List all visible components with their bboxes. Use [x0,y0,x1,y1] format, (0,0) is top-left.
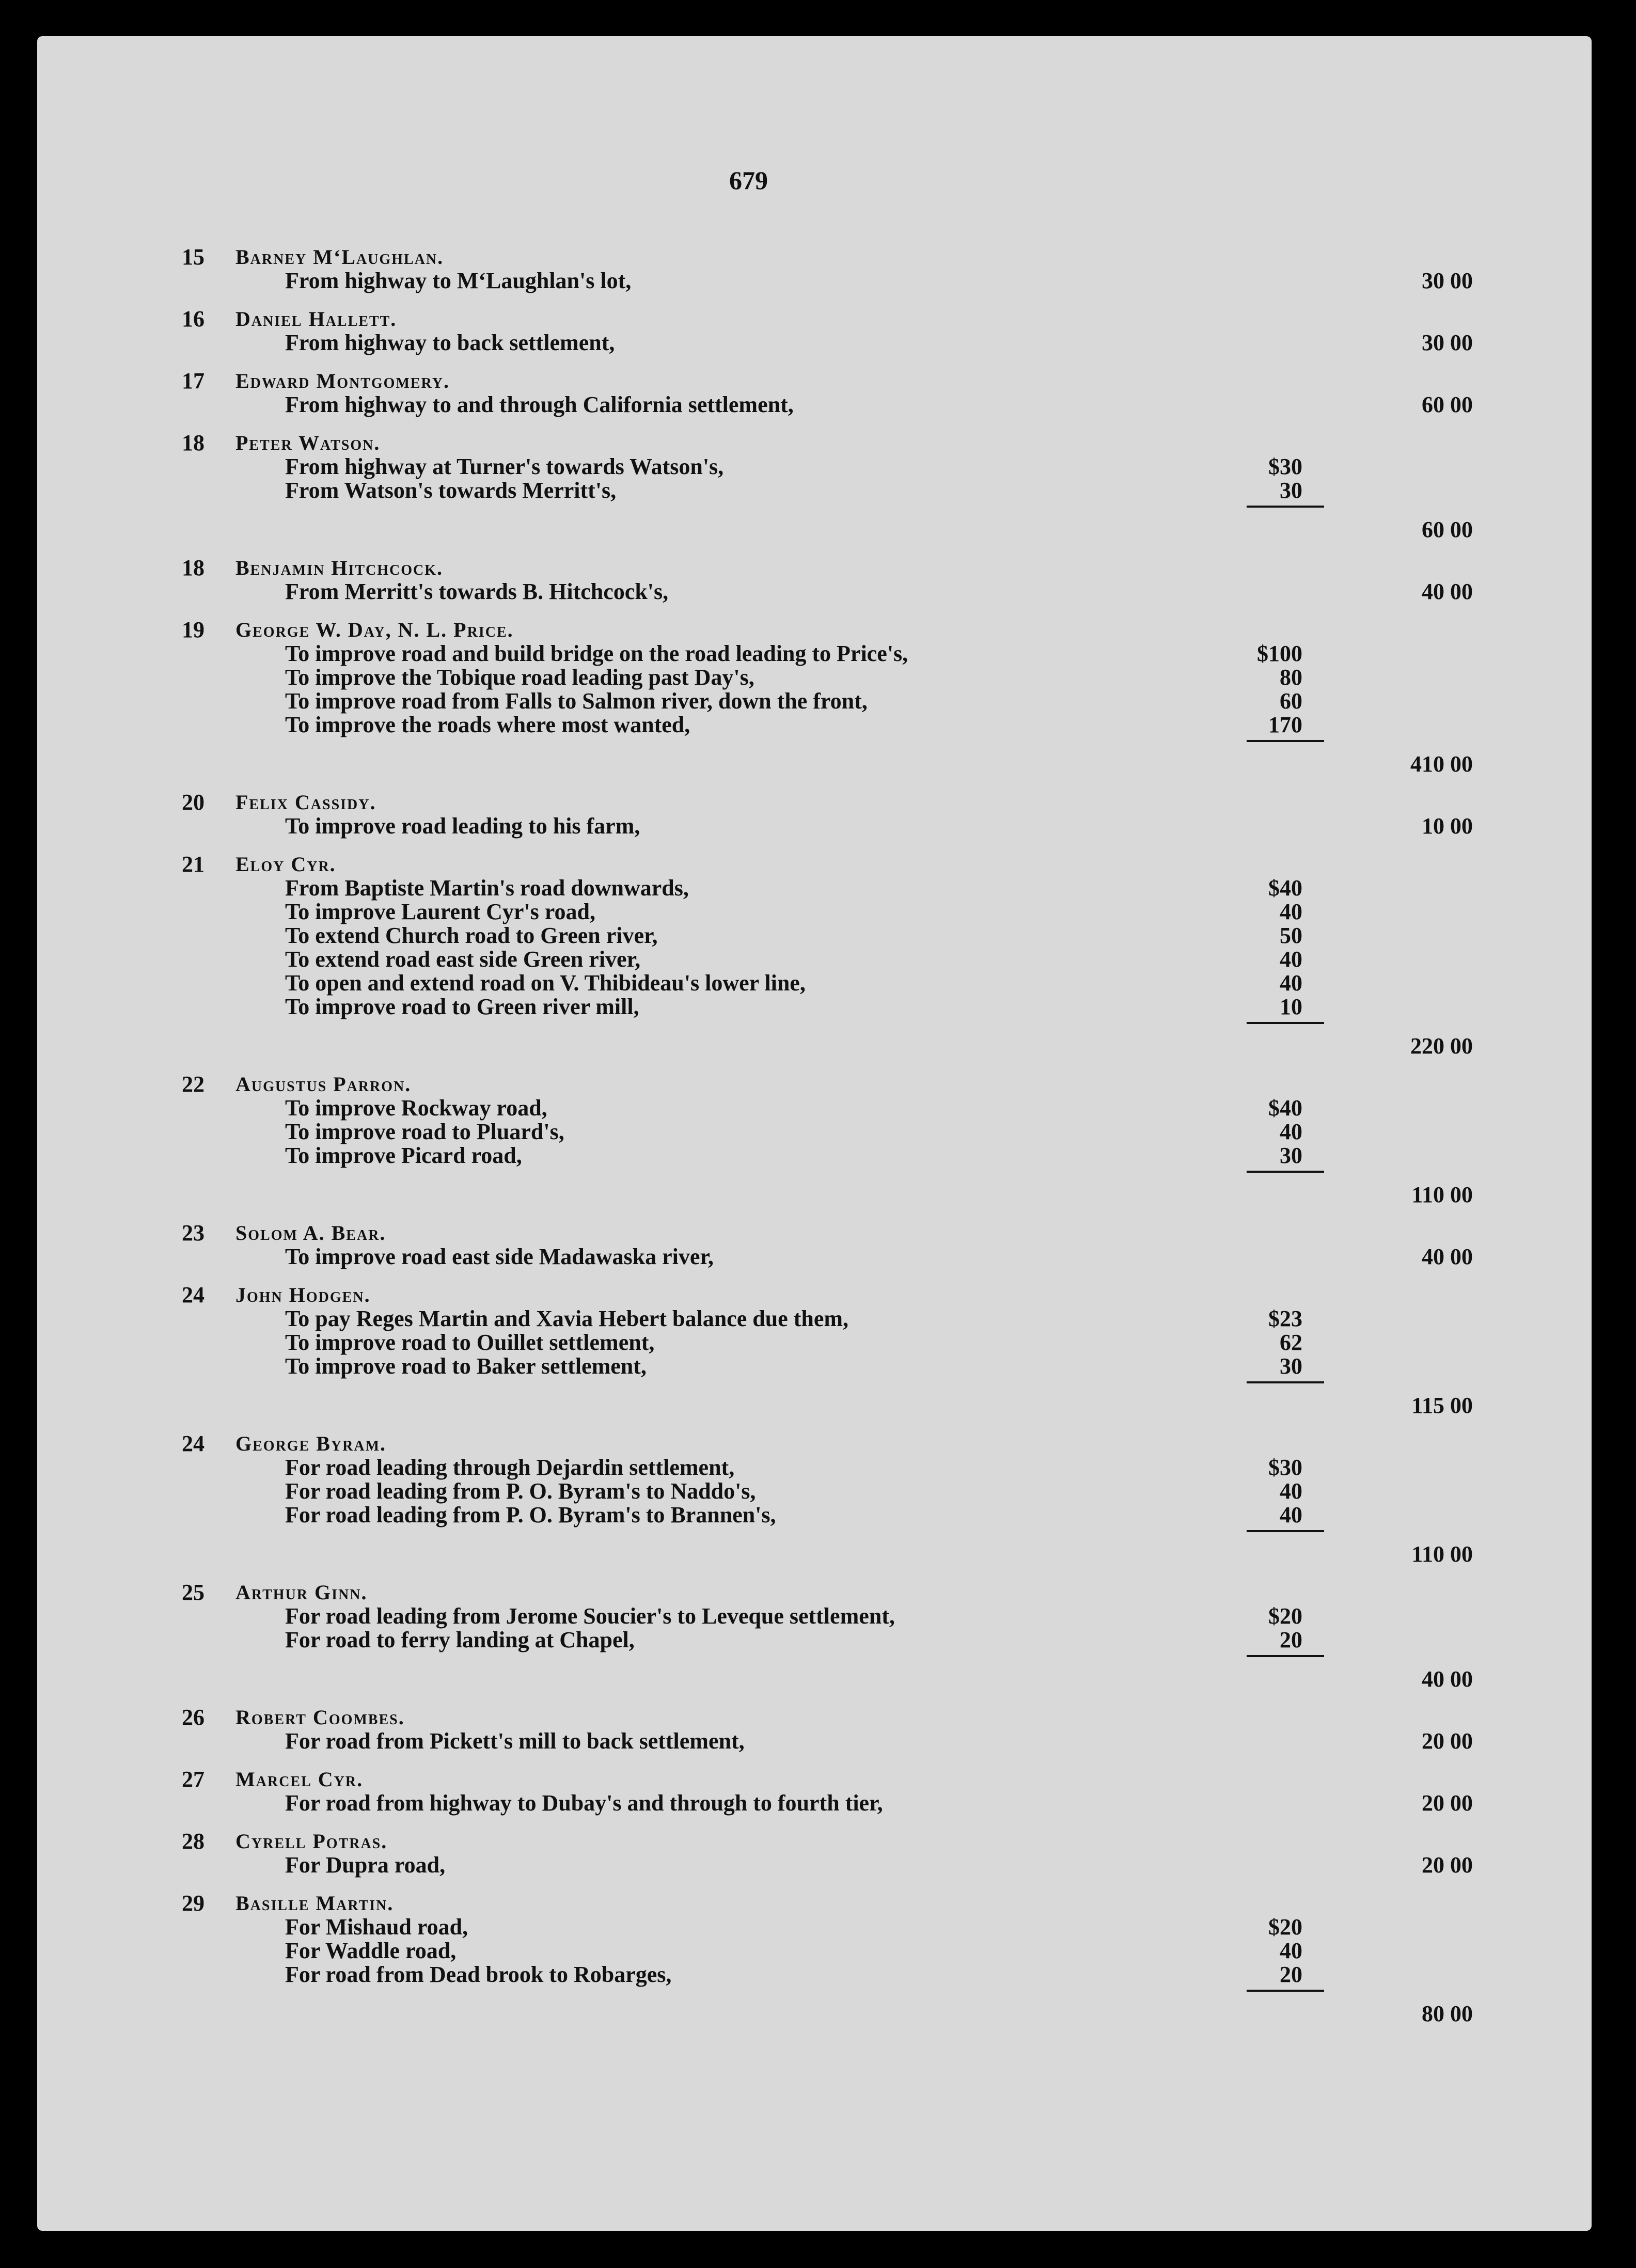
entry-name: Felix Cassidy. [235,791,376,814]
entry [37,556,1592,604]
entry-name: Eloy Cyr. [235,853,336,876]
entry-name: George Byram. [235,1432,387,1455]
item-description: To improve road from Falls to Salmon river, down the front, [285,688,868,714]
item-description: From highway to M‘Laughlan's lot, [285,268,632,293]
item-description: For road leading from Jerome Soucier's to Leveque settlement, [285,1603,895,1629]
item-amount: 50 [1280,923,1302,948]
item-amount: 80 [1280,665,1302,690]
entry-name: Marcel Cyr. [235,1768,364,1791]
total-line [37,2002,1592,2026]
entry-total: 110 00 [1411,1541,1473,1567]
item-description: For road to ferry landing at Chapel, [285,1627,635,1652]
item-amount: 40 [1280,1502,1302,1527]
entry-header [37,1581,1592,1604]
total-line [37,1394,1592,1418]
total-line [37,1667,1592,1691]
entry-name: John Hodgen. [235,1283,371,1306]
item-description: To improve the roads where most wanted, [285,712,690,737]
entry-item [37,666,1592,689]
subtotal-rule [37,1652,1592,1667]
entry-item [37,1628,1592,1652]
entry-header [37,1073,1592,1096]
entry-item [37,331,1592,355]
entry-header [37,853,1592,876]
entry-header [37,556,1592,580]
entry-name: Peter Watson. [235,431,381,454]
entry-header [37,431,1592,455]
item-amount: 40 [1280,1119,1302,1144]
entry-item [37,924,1592,948]
entry-item [37,1331,1592,1354]
entry-total: 80 00 [1422,2001,1473,2026]
entry-name: Robert Coombes. [235,1706,405,1729]
rule-line [1247,1655,1324,1657]
entry-header [37,1892,1592,1915]
item-amount: 62 [1280,1330,1302,1355]
entry-total: 20 00 [1422,1728,1473,1754]
subtotal-rule [37,1168,1592,1183]
entry [37,791,1592,838]
item-description: To extend road east side Green river, [285,947,641,972]
total-line [37,1183,1592,1207]
item-amount: 30 [1280,1143,1302,1168]
entry-item [37,995,1592,1019]
entry-item [37,1245,1592,1269]
entry-total: 110 00 [1411,1182,1473,1207]
entry-item [37,713,1592,737]
item-description: For road from Pickett's mill to back settlement, [285,1728,745,1754]
entry-item [37,1963,1592,1987]
entry-item [37,1939,1592,1963]
item-amount: $20 [1268,1914,1302,1940]
entry-header [37,245,1592,269]
entry-item [37,1853,1592,1877]
item-amount: 40 [1280,947,1302,972]
subtotal-rule [37,1527,1592,1542]
entry-total: 115 00 [1411,1393,1473,1418]
item-amount: 40 [1280,899,1302,924]
item-amount: $23 [1268,1306,1302,1331]
entry-total: 10 00 [1422,813,1473,839]
item-description: To improve road east side Madawaska river, [285,1244,714,1269]
entry-item [37,1604,1592,1628]
entry [37,369,1592,417]
entry [37,1073,1592,1207]
entry-number: 16 [182,306,204,332]
item-description: From Merritt's towards B. Hitchcock's, [285,579,669,604]
item-description: For Waddle road, [285,1938,457,1963]
rule-line [1247,506,1324,508]
item-description: To pay Reges Martin and Xavia Hebert balance due them, [285,1306,849,1331]
item-description: From Watson's towards Merritt's, [285,478,617,503]
item-description: For road leading from P. O. Byram's to Brannen's, [285,1502,776,1527]
entry-total: 40 00 [1422,579,1473,604]
entry-item [37,1120,1592,1144]
rule-line [1247,1171,1324,1173]
subtotal-rule [37,1987,1592,2002]
entry [37,1892,1592,2026]
entry-total: 30 00 [1422,330,1473,355]
entry-item [37,1096,1592,1120]
subtotal-rule [37,737,1592,752]
entry-number: 24 [182,1431,204,1456]
entry [37,618,1592,776]
page-number: 679 [729,166,768,195]
entry-total: 40 00 [1422,1244,1473,1269]
entry-item [37,1456,1592,1479]
item-description: For Mishaud road, [285,1914,468,1940]
entry-name: Augustus Parron. [235,1073,412,1096]
subtotal-rule [37,502,1592,518]
item-description: To improve the Tobique road leading past Day's, [285,665,754,690]
item-amount: 30 [1280,478,1302,503]
item-description: To improve road to Baker settlement, [285,1353,647,1379]
entry-name: Basille Martin. [235,1892,394,1915]
item-description: To open and extend road on V. Thibideau's lower line, [285,970,806,996]
item-description: To improve road to Green river mill, [285,994,639,1019]
entry-header [37,307,1592,331]
appropriation-list [37,245,1592,2040]
item-description: To improve Rockway road, [285,1095,547,1121]
item-amount: 40 [1280,970,1302,996]
entry-item [37,971,1592,995]
item-description: For road leading through Dejardin settlement, [285,1455,735,1480]
entry-item [37,948,1592,971]
item-description: For Dupra road, [285,1852,446,1878]
entry [37,431,1592,542]
entry-item [37,580,1592,604]
entry-number: 22 [182,1072,204,1097]
rule-line [1247,740,1324,742]
entry-header [37,1706,1592,1729]
item-description: From highway at Turner's towards Watson's, [285,454,724,479]
entry-number: 21 [182,852,204,877]
rule-line [1247,1022,1324,1024]
entry-header [37,791,1592,814]
entry-number: 29 [182,1891,204,1916]
entry-number: 20 [182,790,204,815]
item-amount: $40 [1268,875,1302,901]
item-description: For road from highway to Dubay's and through to fourth tier, [285,1790,883,1816]
entry-name: Barney M‘Laughlan. [235,245,444,269]
item-description: For road leading from P. O. Byram's to Naddo's, [285,1478,756,1504]
entry-item [37,1307,1592,1331]
entry-total: 20 00 [1422,1852,1473,1878]
rule-line [1247,1990,1324,1992]
entry-item [37,1503,1592,1527]
entry-total: 20 00 [1422,1790,1473,1816]
item-amount: $40 [1268,1095,1302,1121]
item-description: To improve road and build bridge on the road leading to Price's, [285,641,908,666]
total-line [37,518,1592,542]
entry-number: 24 [182,1282,204,1308]
item-amount: 10 [1280,994,1302,1019]
entry [37,307,1592,355]
entry-name: George W. Day, N. L. Price. [235,618,514,641]
subtotal-rule [37,1019,1592,1034]
entry-item [37,642,1592,666]
entry-name: Cyrell Potras. [235,1830,388,1853]
entry [37,853,1592,1058]
entry-header [37,1830,1592,1853]
entry-number: 25 [182,1580,204,1605]
entry-item [37,393,1592,417]
entry-name: Benjamin Hitchcock. [235,556,444,579]
entry-total: 30 00 [1422,268,1473,293]
item-amount: $20 [1268,1603,1302,1629]
entry-number: 17 [182,368,204,393]
item-description: To extend Church road to Green river, [285,923,658,948]
entry [37,1432,1592,1566]
item-description: From Baptiste Martin's road downwards, [285,875,689,901]
entry-total: 220 00 [1410,1033,1473,1059]
entry-item [37,1144,1592,1168]
item-description: To improve road to Ouillet settlement, [285,1330,655,1355]
entry-header [37,1221,1592,1245]
item-amount: $30 [1268,1455,1302,1480]
rule-line [1247,1530,1324,1532]
entry-name: Solom A. Bear. [235,1221,386,1245]
entry-total: 60 00 [1422,517,1473,542]
item-amount: 40 [1280,1478,1302,1504]
item-amount: 60 [1280,688,1302,714]
entry-header [37,1283,1592,1307]
item-amount: $100 [1257,641,1302,666]
total-line [37,752,1592,776]
entry-header [37,369,1592,393]
entry-item [37,814,1592,838]
item-description: To improve Laurent Cyr's road, [285,899,595,924]
item-amount: 20 [1280,1627,1302,1652]
rule-line [1247,1381,1324,1383]
item-amount: 170 [1268,712,1302,737]
entry [37,1581,1592,1691]
item-amount: 30 [1280,1353,1302,1379]
entry-item [37,1729,1592,1753]
entry-item [37,689,1592,713]
entry-total: 60 00 [1422,392,1473,417]
item-amount: 40 [1280,1938,1302,1963]
entry-header [37,618,1592,642]
entry-item [37,900,1592,924]
entry-number: 19 [182,617,204,642]
item-amount: 20 [1280,1962,1302,1987]
entry-number: 18 [182,555,204,580]
entry-header [37,1432,1592,1456]
entry [37,1706,1592,1753]
entry-item [37,876,1592,900]
entry-total: 410 00 [1410,751,1473,777]
entry-header [37,1768,1592,1791]
entry-item [37,1354,1592,1378]
entry-number: 28 [182,1829,204,1854]
item-description: To improve road leading to his farm, [285,813,640,839]
entry-number: 26 [182,1705,204,1730]
subtotal-rule [37,1378,1592,1394]
entry-item [37,455,1592,479]
item-amount: $30 [1268,454,1302,479]
entry-number: 23 [182,1220,204,1246]
entry [37,1768,1592,1815]
entry-name: Daniel Hallett. [235,307,397,330]
document-page [37,36,1592,2231]
item-description: To improve road to Pluard's, [285,1119,564,1144]
item-description: From highway to back settlement, [285,330,615,355]
total-line [37,1034,1592,1058]
entry-number: 27 [182,1767,204,1792]
total-line [37,1542,1592,1566]
entry [37,1221,1592,1269]
entry-item [37,269,1592,293]
entry-number: 18 [182,430,204,455]
entry [37,245,1592,293]
entry-item [37,1915,1592,1939]
entry-name: Arthur Ginn. [235,1581,368,1604]
entry-item [37,1479,1592,1503]
entry-number: 15 [182,244,204,270]
item-description: To improve Picard road, [285,1143,522,1168]
entry-item [37,1791,1592,1815]
entry-name: Edward Montgomery. [235,369,450,392]
entry [37,1283,1592,1418]
item-description: For road from Dead brook to Robarges, [285,1962,672,1987]
entry-total: 40 00 [1422,1666,1473,1692]
entry-item [37,479,1592,502]
item-description: From highway to and through California settlement, [285,392,794,417]
entry [37,1830,1592,1877]
